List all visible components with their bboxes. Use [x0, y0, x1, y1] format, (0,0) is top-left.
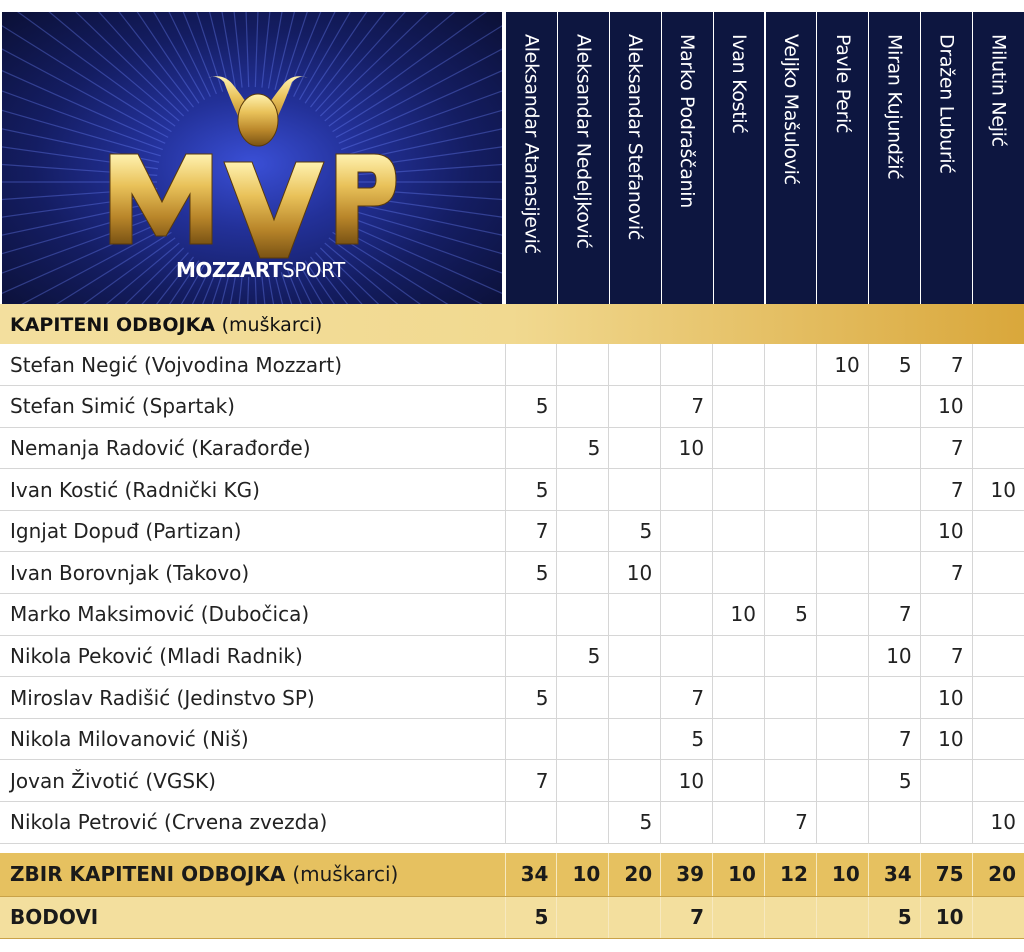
- score-cell: [764, 635, 816, 677]
- column-header-judge: [765, 12, 817, 304]
- score-cell: 5: [505, 552, 557, 594]
- score-cell: [764, 677, 816, 719]
- totals-row: [0, 853, 1024, 896]
- score-cell: 10: [661, 427, 713, 469]
- score-cell: [609, 386, 661, 428]
- judge-name: Dražen Luburić: [935, 34, 958, 174]
- total-cell: 34: [868, 853, 920, 896]
- score-cell: [557, 718, 609, 760]
- score-cell: [972, 677, 1024, 719]
- score-cell: [557, 386, 609, 428]
- score-cell: [557, 510, 609, 552]
- score-cell: [713, 552, 765, 594]
- score-cell: [764, 386, 816, 428]
- points-cell: [764, 896, 816, 938]
- score-cell: [972, 510, 1024, 552]
- player-name: Ivan Kostić (Radnički KG): [0, 469, 505, 511]
- judge-name: Aleksandar Atanasijević: [520, 34, 543, 254]
- points-row: [0, 896, 1024, 938]
- score-cell: [661, 802, 713, 844]
- score-cell: [557, 552, 609, 594]
- score-cell: [868, 427, 920, 469]
- player-name: Marko Maksimović (Dubočica): [0, 594, 505, 636]
- score-cell: [713, 386, 765, 428]
- score-cell: [713, 635, 765, 677]
- player-name: Ignjat Dopuđ (Partizan): [0, 510, 505, 552]
- score-cell: [557, 469, 609, 511]
- score-cell: [972, 386, 1024, 428]
- totals-label: [0, 853, 505, 896]
- score-cell: 10: [972, 469, 1024, 511]
- score-cell: [713, 802, 765, 844]
- player-name: Nikola Petrović (Crvena zvezda): [0, 802, 505, 844]
- score-cell: [920, 802, 972, 844]
- column-header-judge: [713, 12, 765, 304]
- score-cell: [972, 594, 1024, 636]
- total-cell: 20: [972, 853, 1024, 896]
- totals-label-bold: ZBIR KAPITENI ODBOJKA: [10, 862, 286, 887]
- score-cell: [713, 344, 765, 386]
- total-cell: 10: [816, 853, 868, 896]
- score-cell: [816, 802, 868, 844]
- score-cell: [557, 594, 609, 636]
- points-cell: 5: [505, 896, 557, 938]
- score-cell: [764, 469, 816, 511]
- score-cell: [972, 427, 1024, 469]
- table-row: [0, 635, 1024, 677]
- score-cell: [972, 760, 1024, 802]
- score-cell: [868, 677, 920, 719]
- section-title: [10, 314, 322, 336]
- score-cell: 5: [505, 386, 557, 428]
- total-cell: 39: [661, 853, 713, 896]
- table-row: [0, 427, 1024, 469]
- score-cell: [609, 635, 661, 677]
- points-cell: [609, 896, 661, 938]
- score-cell: 5: [505, 469, 557, 511]
- section-title-bar: [0, 304, 1024, 344]
- score-cell: 7: [920, 427, 972, 469]
- score-cell: 7: [661, 386, 713, 428]
- score-cell: 10: [868, 635, 920, 677]
- score-cell: 10: [920, 718, 972, 760]
- score-cell: 7: [505, 510, 557, 552]
- player-name: Nemanja Radović (Karađorđe): [0, 427, 505, 469]
- score-cell: [868, 552, 920, 594]
- score-cell: [661, 552, 713, 594]
- total-cell: 34: [505, 853, 557, 896]
- player-name: Nikola Peković (Mladi Radnik): [0, 635, 505, 677]
- score-cell: 7: [661, 677, 713, 719]
- score-cell: [609, 718, 661, 760]
- score-cell: [505, 718, 557, 760]
- player-name: Stefan Negić (Vojvodina Mozzart): [0, 344, 505, 386]
- score-cell: 5: [505, 677, 557, 719]
- score-cell: [557, 677, 609, 719]
- column-header-judge: [609, 12, 661, 304]
- score-cell: [972, 344, 1024, 386]
- player-name: Jovan Životić (VGSK): [0, 760, 505, 802]
- points-cell: [557, 896, 609, 938]
- score-cell: [661, 594, 713, 636]
- score-cell: 10: [609, 552, 661, 594]
- score-cell: [816, 677, 868, 719]
- score-cell: [661, 635, 713, 677]
- score-cell: [609, 469, 661, 511]
- score-cell: 5: [868, 344, 920, 386]
- judge-name: Aleksandar Stefanović: [624, 34, 647, 240]
- score-cell: [920, 760, 972, 802]
- score-cell: 7: [505, 760, 557, 802]
- table-row: [0, 718, 1024, 760]
- score-cell: [505, 594, 557, 636]
- column-header-judge: [557, 12, 609, 304]
- total-cell: 20: [609, 853, 661, 896]
- points-cell: [713, 896, 765, 938]
- score-cell: [816, 760, 868, 802]
- score-cell: [713, 760, 765, 802]
- judge-name: Ivan Kostić: [728, 34, 751, 134]
- brand-wordmark: [176, 258, 345, 282]
- column-header-judge: [972, 12, 1024, 304]
- score-cell: [609, 760, 661, 802]
- table-row: [0, 594, 1024, 636]
- score-cell: 10: [713, 594, 765, 636]
- score-cell: [764, 760, 816, 802]
- score-cell: [609, 677, 661, 719]
- table-row: [0, 802, 1024, 844]
- score-cell: 10: [661, 760, 713, 802]
- score-cell: [557, 344, 609, 386]
- score-cell: 10: [920, 510, 972, 552]
- player-name: Ivan Borovnjak (Takovo): [0, 552, 505, 594]
- score-cell: [557, 802, 609, 844]
- points-cell: [972, 896, 1024, 938]
- score-cell: [868, 802, 920, 844]
- section-title-bold: KAPITENI ODBOJKA: [10, 314, 216, 336]
- totals-label-light: (muškarci): [292, 862, 399, 887]
- score-cell: [972, 635, 1024, 677]
- score-cell: 5: [609, 802, 661, 844]
- logo-panel: [2, 12, 502, 304]
- score-cell: [557, 760, 609, 802]
- score-cell: [505, 802, 557, 844]
- score-cell: [816, 427, 868, 469]
- score-cell: 5: [764, 594, 816, 636]
- table-row: [0, 760, 1024, 802]
- scores-table: [0, 344, 1024, 844]
- table-row: [0, 469, 1024, 511]
- score-cell: [661, 469, 713, 511]
- table-row: [0, 510, 1024, 552]
- score-cell: [816, 510, 868, 552]
- score-cell: [764, 344, 816, 386]
- total-cell: 12: [764, 853, 816, 896]
- score-cell: [713, 510, 765, 552]
- score-cell: 10: [920, 677, 972, 719]
- player-name: Nikola Milovanović (Niš): [0, 718, 505, 760]
- score-cell: [764, 427, 816, 469]
- score-cell: 10: [816, 344, 868, 386]
- score-cell: 7: [920, 552, 972, 594]
- judge-name: Pavle Perić: [831, 34, 854, 134]
- score-cell: [816, 552, 868, 594]
- table-row: [0, 344, 1024, 386]
- score-cell: 5: [557, 635, 609, 677]
- points-cell: 5: [868, 896, 920, 938]
- score-cell: [713, 677, 765, 719]
- score-cell: [661, 510, 713, 552]
- score-cell: [764, 718, 816, 760]
- judge-name: Veljko Mašulović: [779, 34, 802, 185]
- column-header-judge: [505, 12, 557, 304]
- column-header-judge: [661, 12, 713, 304]
- column-header-judge: [816, 12, 868, 304]
- score-cell: [609, 427, 661, 469]
- score-cell: [609, 594, 661, 636]
- judge-name: Miran Kujundžić: [883, 34, 906, 180]
- score-cell: [920, 594, 972, 636]
- table-row: [0, 677, 1024, 719]
- score-cell: [505, 344, 557, 386]
- points-label: BODOVI: [0, 896, 505, 938]
- score-cell: [713, 427, 765, 469]
- score-cell: [609, 344, 661, 386]
- score-cell: 5: [868, 760, 920, 802]
- score-cell: 7: [920, 469, 972, 511]
- score-cell: [868, 469, 920, 511]
- score-cell: [816, 635, 868, 677]
- total-cell: 10: [713, 853, 765, 896]
- brand-light: SPORT: [282, 258, 345, 282]
- table-header: [0, 0, 1024, 304]
- score-cell: 7: [868, 594, 920, 636]
- score-cell: 5: [609, 510, 661, 552]
- judge-name: Milutin Nejić: [987, 34, 1010, 147]
- score-cell: [764, 552, 816, 594]
- column-header-judge: [920, 12, 972, 304]
- score-cell: 7: [920, 635, 972, 677]
- section-title-light: (muškarci): [221, 314, 323, 336]
- score-cell: [868, 386, 920, 428]
- score-cell: 7: [764, 802, 816, 844]
- score-cell: [816, 594, 868, 636]
- score-cell: 10: [920, 386, 972, 428]
- score-cell: [972, 718, 1024, 760]
- totals-table: [0, 853, 1024, 939]
- brand-bold: MOZZART: [176, 258, 283, 282]
- score-cell: [816, 718, 868, 760]
- score-cell: 7: [868, 718, 920, 760]
- judge-name: Marko Podraščanin: [676, 34, 699, 209]
- score-cell: [505, 427, 557, 469]
- score-cell: 10: [972, 802, 1024, 844]
- score-cell: 5: [661, 718, 713, 760]
- points-cell: 10: [920, 896, 972, 938]
- total-cell: 75: [920, 853, 972, 896]
- score-cell: 7: [920, 344, 972, 386]
- score-cell: [868, 510, 920, 552]
- player-name: Miroslav Radišić (Jedinstvo SP): [0, 677, 505, 719]
- score-cell: [816, 386, 868, 428]
- score-cell: [972, 552, 1024, 594]
- column-header-judge: [868, 12, 920, 304]
- score-cell: [713, 718, 765, 760]
- table-row: [0, 552, 1024, 594]
- player-name: Stefan Simić (Spartak): [0, 386, 505, 428]
- total-cell: 10: [557, 853, 609, 896]
- score-cell: [505, 635, 557, 677]
- judge-name: Aleksandar Nedeljković: [572, 34, 595, 249]
- score-cell: [816, 469, 868, 511]
- score-cell: [764, 510, 816, 552]
- points-cell: 7: [661, 896, 713, 938]
- score-cell: [713, 469, 765, 511]
- table-row: [0, 386, 1024, 428]
- points-cell: [816, 896, 868, 938]
- score-cell: 5: [557, 427, 609, 469]
- score-cell: [661, 344, 713, 386]
